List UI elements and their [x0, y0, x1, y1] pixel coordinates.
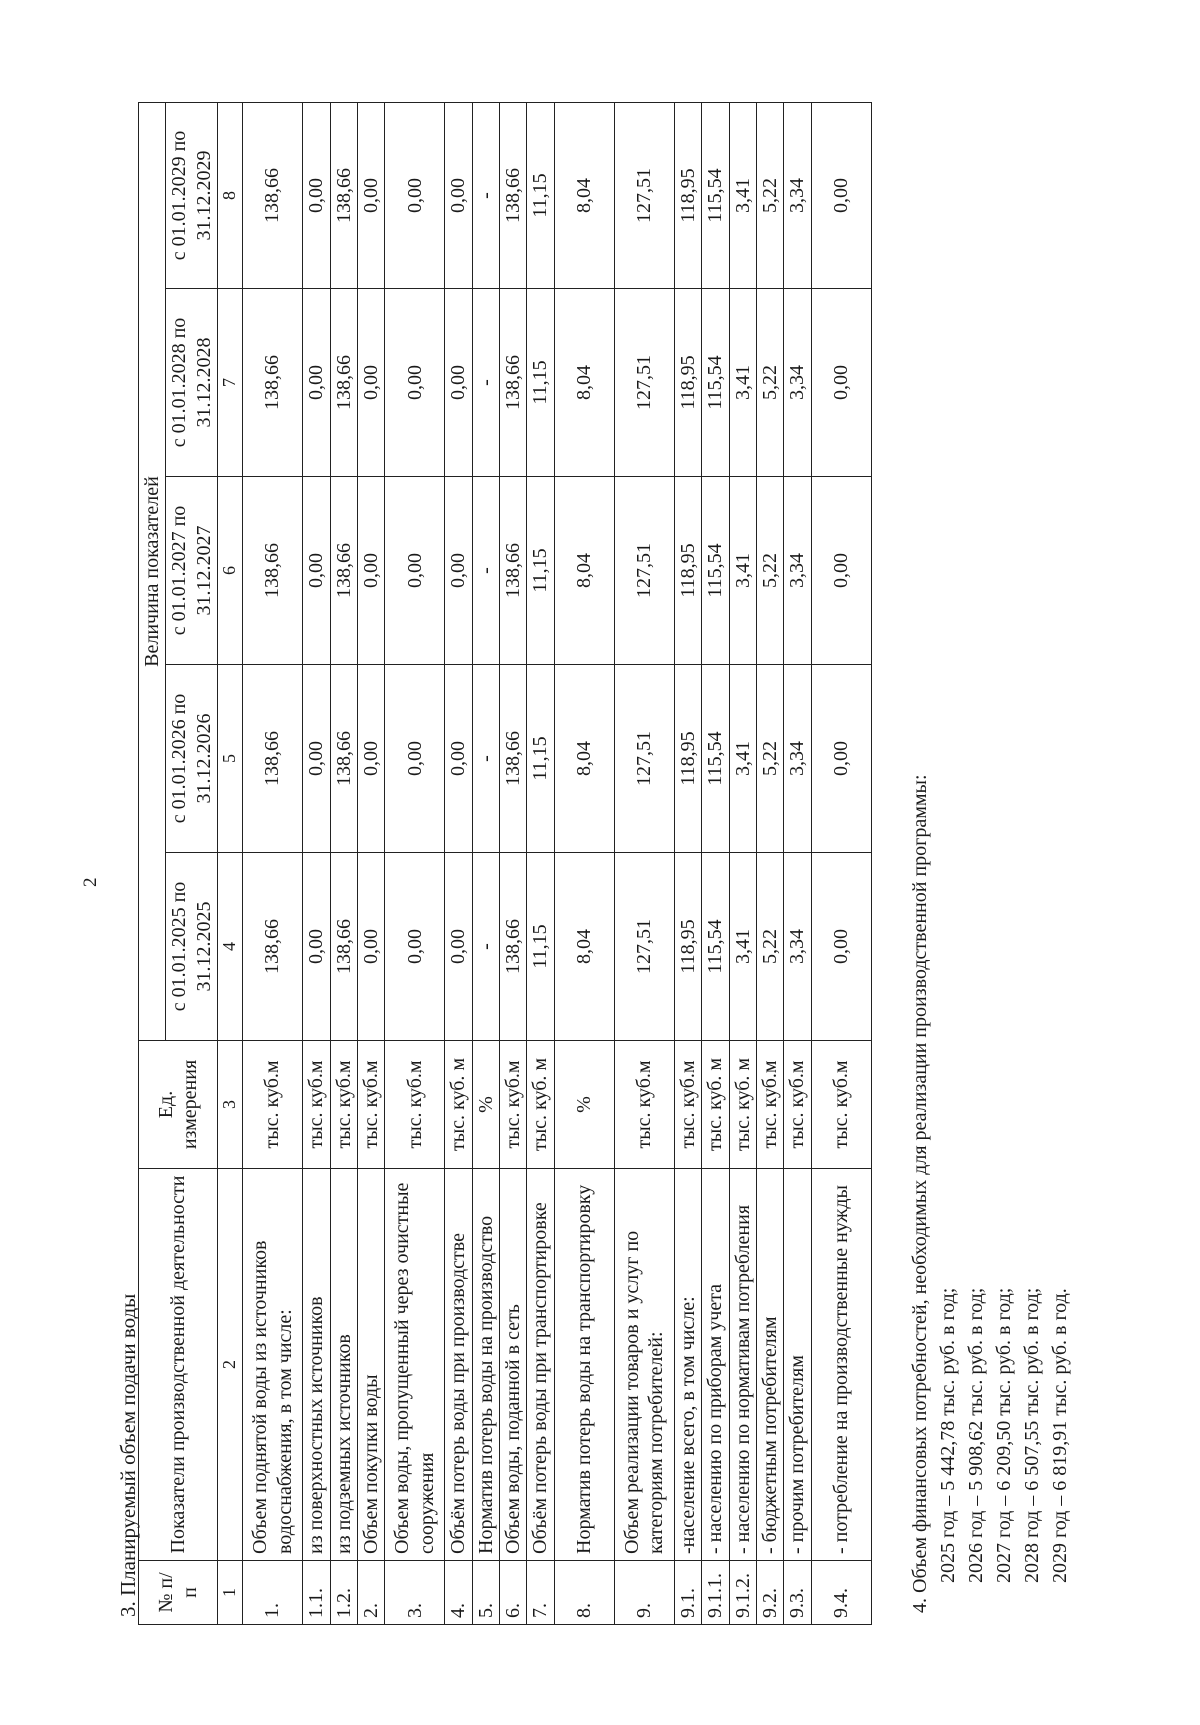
- value-cell: 8,04: [554, 289, 614, 477]
- table-row: [554, 102, 614, 1624]
- value-cell: 138,66: [500, 102, 527, 288]
- value-cell: 0,00: [811, 477, 871, 665]
- value-cell: 5,22: [757, 853, 784, 1041]
- indicator-name: Объем реализации товаров и услуг по категориям потребителей:: [614, 1169, 674, 1561]
- row-number: 8.: [554, 1561, 614, 1625]
- value-cell: -: [472, 102, 499, 288]
- header-period: с 01.01.2026 по 31.12.2026: [166, 665, 218, 853]
- header-unit: Ед. измерения: [139, 1041, 218, 1169]
- value-cell: 8,04: [554, 665, 614, 853]
- value-cell: 3,41: [729, 477, 756, 665]
- row-number: 5.: [472, 1561, 499, 1625]
- unit-cell: %: [472, 1041, 499, 1169]
- unit-cell: тыс. куб.м: [674, 1041, 701, 1169]
- value-cell: 8,04: [554, 477, 614, 665]
- value-cell: 138,66: [500, 289, 527, 477]
- value-cell: 3,34: [784, 853, 811, 1041]
- row-number: 1.: [243, 1561, 303, 1625]
- value-cell: 138,66: [243, 477, 303, 665]
- unit-cell: тыс. куб.м: [357, 1041, 384, 1169]
- unit-cell: тыс. куб. м: [445, 1041, 472, 1169]
- financial-needs-line: 2027 год – 6 209,50 тыс. руб. в год;: [993, 1287, 1015, 1583]
- value-cell: 138,66: [500, 853, 527, 1041]
- value-cell: 127,51: [614, 477, 674, 665]
- value-cell: 0,00: [385, 289, 445, 477]
- unit-cell: тыс. куб.м: [614, 1041, 674, 1169]
- table-row: [729, 102, 756, 1624]
- unit-cell: тыс. куб.м: [385, 1041, 445, 1169]
- value-cell: 115,54: [702, 289, 729, 477]
- value-cell: 0,00: [445, 853, 472, 1041]
- row-number: 1.1.: [303, 1561, 330, 1625]
- value-cell: 3,34: [784, 665, 811, 853]
- value-cell: 115,54: [702, 102, 729, 288]
- unit-cell: тыс. куб. м: [702, 1041, 729, 1169]
- financial-needs-line: 2025 год – 5 442,78 тыс. руб. в год;: [937, 1287, 959, 1583]
- value-cell: 3,41: [729, 665, 756, 853]
- page-number: 2: [80, 877, 101, 887]
- value-cell: 0,00: [811, 853, 871, 1041]
- value-cell: 118,95: [674, 289, 701, 477]
- column-index-row: [218, 102, 243, 1624]
- table-row: [445, 102, 472, 1624]
- header-name: Показатели производственной деятельности: [139, 1169, 218, 1561]
- value-cell: 138,66: [243, 102, 303, 288]
- value-cell: 115,54: [702, 853, 729, 1041]
- unit-cell: тыс. куб.м: [757, 1041, 784, 1169]
- value-cell: 0,00: [811, 665, 871, 853]
- row-number: 9.2.: [757, 1561, 784, 1625]
- unit-cell: тыс. куб. м: [729, 1041, 756, 1169]
- value-cell: 138,66: [243, 665, 303, 853]
- indicator-name: Норматив потерь воды на транспортировку: [554, 1169, 614, 1561]
- column-index: 5: [218, 665, 243, 853]
- row-number: 9.1.2.: [729, 1561, 756, 1625]
- financial-needs-list: [934, 774, 1074, 1613]
- row-number: 1.2.: [330, 1561, 357, 1625]
- unit-cell: тыс. куб.м: [303, 1041, 330, 1169]
- indicator-name: -население всего, в том числе:: [674, 1169, 701, 1561]
- value-cell: 5,22: [757, 477, 784, 665]
- value-cell: 138,66: [330, 665, 357, 853]
- section-4: [906, 774, 1074, 1613]
- table-row: [527, 102, 554, 1624]
- value-cell: 0,00: [385, 853, 445, 1041]
- row-number: 9.1.: [674, 1561, 701, 1625]
- indicator-name: - прочим потребителям: [784, 1169, 811, 1561]
- indicator-name: Объем покупки воды: [357, 1169, 384, 1561]
- value-cell: 0,00: [357, 665, 384, 853]
- row-number: 9.3.: [784, 1561, 811, 1625]
- value-cell: 0,00: [385, 477, 445, 665]
- value-cell: 0,00: [445, 102, 472, 288]
- table-row: [702, 102, 729, 1624]
- table-row: [614, 102, 674, 1624]
- value-cell: 0,00: [445, 289, 472, 477]
- value-cell: 5,22: [757, 665, 784, 853]
- section-4-title: 4. Объем финансовых потребностей, необходимых для реализации производственной программы:: [909, 774, 931, 1613]
- header-group: Величина показателей: [139, 102, 166, 1040]
- table-row: [674, 102, 701, 1624]
- value-cell: 8,04: [554, 102, 614, 288]
- column-index: 6: [218, 477, 243, 665]
- table-row: [385, 102, 445, 1624]
- value-cell: 3,41: [729, 102, 756, 288]
- row-number: 3.: [385, 1561, 445, 1625]
- table-row: [303, 102, 330, 1624]
- value-cell: 11,15: [527, 477, 554, 665]
- unit-cell: тыс. куб.м: [784, 1041, 811, 1169]
- indicator-name: - бюджетным потребителям: [757, 1169, 784, 1561]
- column-index: 3: [218, 1041, 243, 1169]
- indicator-name: Норматив потерь воды на производство: [472, 1169, 499, 1561]
- table-row: [500, 102, 527, 1624]
- section-3-title: 3. Планируемый объем подачи воды: [116, 1293, 140, 1617]
- indicator-name: - потребление на производственные нужды: [811, 1169, 871, 1561]
- financial-needs-line: 2029 год – 6 819,91 тыс. руб. в год.: [1049, 1288, 1071, 1583]
- value-cell: -: [472, 289, 499, 477]
- value-cell: 0,00: [811, 289, 871, 477]
- value-cell: 127,51: [614, 102, 674, 288]
- table-row: [472, 102, 499, 1624]
- indicator-name: Объем воды, поданной в сеть: [500, 1169, 527, 1561]
- value-cell: 0,00: [357, 853, 384, 1041]
- financial-needs-line: 2028 год – 6 507,55 тыс. руб. в год;: [1021, 1287, 1043, 1583]
- row-number: 2.: [357, 1561, 384, 1625]
- table-row: [811, 102, 871, 1624]
- header-period: с 01.01.2025 по 31.12.2025: [166, 853, 218, 1041]
- value-cell: 0,00: [385, 665, 445, 853]
- value-cell: 0,00: [445, 665, 472, 853]
- indicator-name: Объем воды, пропущенный через очистные сооружения: [385, 1169, 445, 1561]
- value-cell: 11,15: [527, 665, 554, 853]
- value-cell: 118,95: [674, 477, 701, 665]
- value-cell: 138,66: [330, 289, 357, 477]
- indicator-name: Объём потерь воды при транспортировке: [527, 1169, 554, 1561]
- header-period: с 01.01.2027 по 31.12.2027: [166, 477, 218, 665]
- unit-cell: тыс. куб.м: [500, 1041, 527, 1169]
- value-cell: 3,41: [729, 853, 756, 1041]
- value-cell: 138,66: [330, 853, 357, 1041]
- header-period: с 01.01.2029 по 31.12.2029: [166, 102, 218, 288]
- value-cell: 115,54: [702, 665, 729, 853]
- unit-cell: %: [554, 1041, 614, 1169]
- value-cell: 138,66: [500, 477, 527, 665]
- value-cell: 0,00: [303, 477, 330, 665]
- table-row: [784, 102, 811, 1624]
- indicator-name: Объём потерь воды при производстве: [445, 1169, 472, 1561]
- value-cell: 3,34: [784, 102, 811, 288]
- value-cell: 138,66: [330, 102, 357, 288]
- value-cell: 0,00: [445, 477, 472, 665]
- value-cell: 3,41: [729, 289, 756, 477]
- value-cell: 115,54: [702, 477, 729, 665]
- unit-cell: тыс. куб. м: [527, 1041, 554, 1169]
- value-cell: 5,22: [757, 289, 784, 477]
- indicator-name: - населению по приборам учета: [702, 1169, 729, 1561]
- value-cell: 0,00: [303, 102, 330, 288]
- value-cell: 0,00: [385, 102, 445, 288]
- value-cell: 3,34: [784, 477, 811, 665]
- unit-cell: тыс. куб.м: [811, 1041, 871, 1169]
- value-cell: 5,22: [757, 102, 784, 288]
- row-number: 9.: [614, 1561, 674, 1625]
- value-cell: 118,95: [674, 665, 701, 853]
- value-cell: 138,66: [500, 665, 527, 853]
- indicator-name: из поверхностных источников: [303, 1169, 330, 1561]
- value-cell: 0,00: [303, 289, 330, 477]
- table-row: [330, 102, 357, 1624]
- value-cell: 0,00: [357, 102, 384, 288]
- value-cell: 11,15: [527, 289, 554, 477]
- value-cell: 0,00: [303, 665, 330, 853]
- value-cell: 0,00: [811, 102, 871, 288]
- value-cell: 138,66: [330, 477, 357, 665]
- value-cell: 0,00: [357, 289, 384, 477]
- unit-cell: тыс. куб.м: [243, 1041, 303, 1169]
- value-cell: 8,04: [554, 853, 614, 1041]
- value-cell: 3,34: [784, 289, 811, 477]
- table-row: [357, 102, 384, 1624]
- value-cell: -: [472, 477, 499, 665]
- value-cell: 11,15: [527, 853, 554, 1041]
- column-index: 1: [218, 1561, 243, 1625]
- value-cell: 11,15: [527, 102, 554, 288]
- value-cell: -: [472, 665, 499, 853]
- row-number: 6.: [500, 1561, 527, 1625]
- water-supply-table: [138, 102, 872, 1625]
- row-number: 9.4.: [811, 1561, 871, 1625]
- value-cell: 118,95: [674, 853, 701, 1041]
- value-cell: 138,66: [243, 289, 303, 477]
- column-index: 2: [218, 1169, 243, 1561]
- column-index: 4: [218, 853, 243, 1041]
- row-number: 4.: [445, 1561, 472, 1625]
- table-row: [243, 102, 303, 1624]
- table-row: [757, 102, 784, 1624]
- table-body: [243, 102, 872, 1624]
- row-number: 9.1.1.: [702, 1561, 729, 1625]
- row-number: 7.: [527, 1561, 554, 1625]
- value-cell: 138,66: [243, 853, 303, 1041]
- indicator-name: из подземных источников: [330, 1169, 357, 1561]
- value-cell: 0,00: [303, 853, 330, 1041]
- indicator-name: Объем поднятой воды из источников водоснабжения, в том числе:: [243, 1169, 303, 1561]
- value-cell: 127,51: [614, 665, 674, 853]
- value-cell: 127,51: [614, 853, 674, 1041]
- header-row: [139, 102, 166, 1624]
- value-cell: 0,00: [357, 477, 384, 665]
- value-cell: 118,95: [674, 102, 701, 288]
- financial-needs-line: 2026 год – 5 908,62 тыс. руб. в год;: [965, 1287, 987, 1583]
- value-cell: 127,51: [614, 289, 674, 477]
- header-period: с 01.01.2028 по 31.12.2028: [166, 289, 218, 477]
- column-index: 7: [218, 289, 243, 477]
- column-index: 8: [218, 102, 243, 288]
- value-cell: -: [472, 853, 499, 1041]
- indicator-name: - населению по нормативам потребления: [729, 1169, 756, 1561]
- header-num: № п/п: [139, 1561, 218, 1625]
- unit-cell: тыс. куб.м: [330, 1041, 357, 1169]
